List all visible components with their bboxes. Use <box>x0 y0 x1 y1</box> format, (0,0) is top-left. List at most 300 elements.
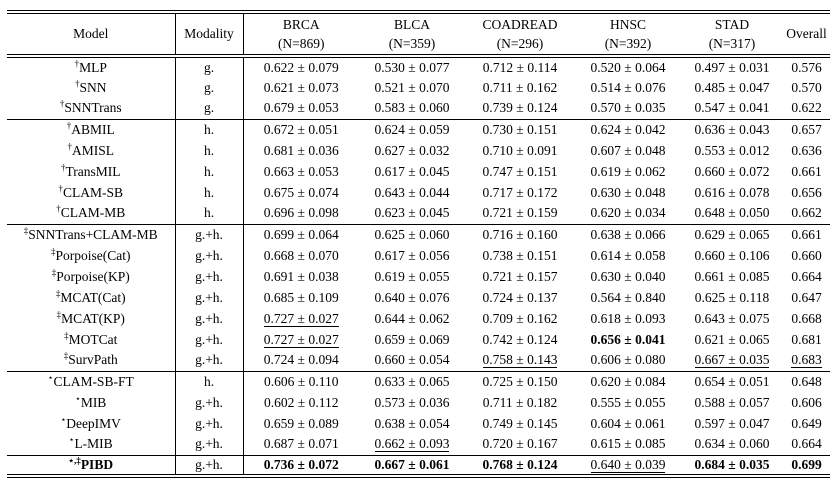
score-value: 0.521 ± 0.070 <box>374 79 450 95</box>
model-name: MLP <box>79 59 107 75</box>
score-value: 0.614 ± 0.058 <box>590 247 666 263</box>
score-value: 0.721 ± 0.159 <box>482 205 558 221</box>
score-cell <box>465 56 575 77</box>
score-cell <box>681 434 783 455</box>
score-value: 0.604 ± 0.061 <box>590 415 666 431</box>
model-name: Porpoise(Cat) <box>55 247 131 263</box>
score-value: 0.597 ± 0.047 <box>694 415 770 431</box>
score-value: 0.643 ± 0.044 <box>374 184 450 200</box>
table-row <box>7 392 830 413</box>
score-cell <box>465 392 575 413</box>
score-value: 0.606 ± 0.080 <box>590 352 666 368</box>
table-row <box>7 119 830 140</box>
score-value: 0.617 ± 0.056 <box>374 247 450 263</box>
score-cell <box>681 56 783 77</box>
score-cell <box>243 140 359 161</box>
model-name: PIBD <box>80 456 114 472</box>
score-cell <box>783 119 830 140</box>
score-cell <box>783 161 830 182</box>
score-cell <box>465 203 575 224</box>
score-cell <box>681 266 783 287</box>
score-value: 0.643 ± 0.075 <box>694 310 770 326</box>
model-cell <box>7 119 175 140</box>
score-cell <box>243 77 359 98</box>
score-cell <box>681 161 783 182</box>
score-cell <box>681 287 783 308</box>
score-cell <box>359 371 465 392</box>
score-cell <box>359 413 465 434</box>
score-cell <box>783 77 830 98</box>
score-value: 0.699 <box>791 456 822 472</box>
score-cell <box>359 224 465 245</box>
score-value: 0.648 ± 0.050 <box>694 205 770 221</box>
score-value: 0.661 <box>791 163 822 179</box>
score-value: 0.647 <box>791 289 822 305</box>
score-value: 0.662 ± 0.093 <box>374 436 450 452</box>
model-cell <box>7 98 175 119</box>
score-value: 0.648 <box>791 373 822 389</box>
score-cell <box>681 245 783 266</box>
model-marker: ⋆ <box>68 434 75 445</box>
score-cell <box>359 455 465 476</box>
score-value: 0.576 <box>791 59 822 75</box>
score-cell <box>575 287 681 308</box>
modality-cell: h. <box>175 371 243 392</box>
score-value: 0.727 ± 0.027 <box>263 310 339 326</box>
model-cell <box>7 329 175 350</box>
model-name: CLAM-SB <box>62 184 123 200</box>
score-value: 0.661 ± 0.085 <box>694 268 770 284</box>
model-cell <box>7 287 175 308</box>
modality-cell: g.+h. <box>175 224 243 245</box>
score-cell <box>783 308 830 329</box>
score-value: 0.684 ± 0.035 <box>694 456 770 472</box>
model-marker: † <box>58 183 63 193</box>
score-cell <box>359 203 465 224</box>
score-value: 0.622 <box>791 100 822 116</box>
model-marker: ‡ <box>55 288 61 298</box>
table-row <box>7 161 830 182</box>
model-marker: † <box>74 58 80 68</box>
table-row <box>7 245 830 266</box>
score-cell <box>681 413 783 434</box>
modality-cell: g.+h. <box>175 287 243 308</box>
score-value: 0.553 ± 0.012 <box>694 142 770 158</box>
score-cell <box>359 77 465 98</box>
model-cell <box>7 434 175 455</box>
score-cell <box>575 224 681 245</box>
modality-cell: g. <box>175 98 243 119</box>
model-cell <box>7 77 175 98</box>
score-cell <box>681 77 783 98</box>
table-row <box>7 308 830 329</box>
score-value: 0.659 ± 0.069 <box>374 331 450 347</box>
score-cell <box>243 266 359 287</box>
score-cell <box>243 119 359 140</box>
column-header-sublabel: (N=392) <box>604 36 652 51</box>
model-marker: ⋆ <box>75 393 81 403</box>
score-value: 0.627 ± 0.032 <box>374 142 450 158</box>
score-value: 0.497 ± 0.031 <box>694 59 770 75</box>
score-cell <box>681 224 783 245</box>
score-value: 0.620 ± 0.034 <box>590 205 666 221</box>
model-cell <box>7 182 175 203</box>
score-cell <box>783 56 830 77</box>
score-value: 0.630 ± 0.040 <box>590 268 666 284</box>
score-cell <box>243 224 359 245</box>
score-value: 0.660 ± 0.106 <box>694 247 770 263</box>
score-value: 0.716 ± 0.160 <box>482 226 558 242</box>
score-cell <box>575 140 681 161</box>
score-cell <box>465 413 575 434</box>
score-value: 0.660 <box>791 247 822 263</box>
model-name: AMISL <box>71 142 114 158</box>
modality-cell: g. <box>175 56 243 77</box>
score-value: 0.663 ± 0.053 <box>263 163 339 179</box>
score-cell <box>783 392 830 413</box>
model-cell <box>7 266 175 287</box>
score-value: 0.681 ± 0.036 <box>263 142 339 158</box>
score-cell <box>575 56 681 77</box>
score-cell <box>783 98 830 119</box>
model-name: TransMIL <box>65 163 121 179</box>
model-cell <box>7 56 175 77</box>
score-value: 0.725 ± 0.150 <box>482 373 558 389</box>
score-value: 0.662 <box>791 205 822 221</box>
model-cell <box>7 203 175 224</box>
score-cell <box>783 203 830 224</box>
score-cell <box>465 224 575 245</box>
score-cell <box>243 371 359 392</box>
modality-cell: g.+h. <box>175 329 243 350</box>
score-value: 0.621 ± 0.065 <box>694 331 770 347</box>
score-value: 0.638 ± 0.054 <box>374 415 450 431</box>
score-cell <box>783 350 830 371</box>
score-cell <box>783 140 830 161</box>
score-value: 0.683 <box>791 352 822 368</box>
score-value: 0.624 ± 0.059 <box>374 121 450 137</box>
score-value: 0.618 ± 0.093 <box>590 310 666 326</box>
score-value: 0.634 ± 0.060 <box>694 436 770 452</box>
model-cell <box>7 161 175 182</box>
column-header-label: HNSC <box>609 17 646 32</box>
score-value: 0.616 ± 0.078 <box>694 184 770 200</box>
score-cell <box>681 308 783 329</box>
score-cell <box>783 245 830 266</box>
score-cell <box>783 455 830 476</box>
score-value: 0.664 <box>791 268 822 284</box>
score-cell <box>783 182 830 203</box>
score-cell <box>783 224 830 245</box>
score-value: 0.724 ± 0.094 <box>263 352 339 368</box>
score-value: 0.709 ± 0.162 <box>482 310 558 326</box>
score-value: 0.625 ± 0.118 <box>694 289 770 305</box>
model-name: MCAT(Cat) <box>60 289 126 305</box>
column-header-modality <box>175 12 243 56</box>
score-value: 0.619 ± 0.055 <box>374 268 450 284</box>
score-value: 0.638 ± 0.066 <box>590 226 666 242</box>
model-marker: † <box>66 120 72 131</box>
modality-cell: h. <box>175 140 243 161</box>
score-cell <box>575 350 681 371</box>
model-marker: ‡ <box>56 309 62 319</box>
column-header-sublabel: (N=359) <box>388 36 436 51</box>
score-value: 0.749 ± 0.145 <box>482 415 558 431</box>
score-cell <box>783 371 830 392</box>
model-cell <box>7 350 175 371</box>
score-value: 0.636 <box>791 142 822 158</box>
score-value: 0.607 ± 0.048 <box>590 142 666 158</box>
model-name: CLAM-SB-FT <box>53 373 134 389</box>
score-value: 0.555 ± 0.055 <box>590 394 666 410</box>
score-cell <box>359 56 465 77</box>
model-marker: ⋆,‡ <box>68 455 81 466</box>
column-header-blca <box>359 12 465 56</box>
score-cell <box>575 203 681 224</box>
score-value: 0.717 ± 0.172 <box>482 184 558 200</box>
modality-cell: h. <box>175 203 243 224</box>
score-cell <box>681 455 783 476</box>
score-cell <box>243 161 359 182</box>
modality-cell: g.+h. <box>175 266 243 287</box>
score-cell <box>359 350 465 371</box>
score-cell <box>575 266 681 287</box>
score-value: 0.711 ± 0.182 <box>482 394 558 410</box>
score-cell <box>359 119 465 140</box>
score-cell <box>243 350 359 371</box>
model-cell <box>7 371 175 392</box>
score-value: 0.720 ± 0.167 <box>482 436 558 452</box>
model-marker: ‡ <box>64 330 69 340</box>
modality-cell: g.+h. <box>175 434 243 455</box>
model-marker: ⋆ <box>47 372 54 383</box>
score-cell <box>575 119 681 140</box>
score-value: 0.621 ± 0.073 <box>263 79 339 95</box>
model-marker: † <box>67 141 72 151</box>
score-value: 0.696 ± 0.098 <box>263 205 339 221</box>
table-row <box>7 140 830 161</box>
model-cell <box>7 308 175 329</box>
score-cell <box>359 245 465 266</box>
score-value: 0.629 ± 0.065 <box>694 226 770 242</box>
score-cell <box>465 308 575 329</box>
score-value: 0.664 <box>791 436 822 452</box>
model-marker: † <box>74 78 80 88</box>
score-cell <box>681 203 783 224</box>
score-cell <box>359 287 465 308</box>
score-cell <box>243 182 359 203</box>
score-cell <box>465 455 575 476</box>
score-value: 0.667 ± 0.035 <box>694 352 770 368</box>
score-cell <box>681 140 783 161</box>
modality-cell: g.+h. <box>175 413 243 434</box>
score-cell <box>681 182 783 203</box>
column-header-brca <box>243 12 359 56</box>
score-value: 0.583 ± 0.060 <box>374 100 450 116</box>
score-cell <box>575 455 681 476</box>
score-cell <box>465 371 575 392</box>
modality-cell: h. <box>175 119 243 140</box>
score-cell <box>783 287 830 308</box>
score-value: 0.659 ± 0.089 <box>263 415 339 431</box>
score-cell <box>359 98 465 119</box>
score-cell <box>243 329 359 350</box>
model-cell <box>7 413 175 434</box>
column-header-model <box>7 12 175 56</box>
score-value: 0.617 ± 0.045 <box>374 163 450 179</box>
model-name: SNN <box>79 79 107 95</box>
modality-cell: g.+h. <box>175 245 243 266</box>
table-row <box>7 350 830 371</box>
model-name: MOTCat <box>68 331 118 347</box>
table-row <box>7 371 830 392</box>
model-marker: † <box>60 162 66 172</box>
score-cell <box>359 140 465 161</box>
score-cell <box>465 287 575 308</box>
score-value: 0.570 ± 0.035 <box>590 100 666 116</box>
table-row <box>7 203 830 224</box>
model-name: Porpoise(KP) <box>56 268 130 284</box>
score-value: 0.615 ± 0.085 <box>590 436 666 452</box>
score-cell <box>575 371 681 392</box>
model-cell <box>7 455 175 476</box>
table-row <box>7 455 830 476</box>
results-table-container <box>7 10 830 478</box>
table-row <box>7 266 830 287</box>
score-value: 0.747 ± 0.151 <box>482 163 558 179</box>
model-marker: ‡ <box>63 350 69 361</box>
table-row <box>7 77 830 98</box>
score-value: 0.730 ± 0.151 <box>482 121 558 137</box>
table-row <box>7 413 830 434</box>
score-value: 0.624 ± 0.042 <box>590 121 666 137</box>
score-value: 0.640 ± 0.039 <box>590 456 666 472</box>
score-value: 0.654 ± 0.051 <box>694 373 770 389</box>
column-header-label: STAD <box>714 17 750 32</box>
score-cell <box>783 413 830 434</box>
model-name: CLAM-MB <box>60 205 126 221</box>
model-name: MIB <box>80 394 107 410</box>
score-cell <box>243 434 359 455</box>
score-value: 0.721 ± 0.157 <box>482 268 558 284</box>
score-value: 0.679 ± 0.053 <box>263 100 339 116</box>
score-cell <box>575 413 681 434</box>
column-header-label: COADREAD <box>482 17 558 32</box>
model-cell <box>7 245 175 266</box>
model-name: MCAT(KP) <box>61 310 125 326</box>
column-header-stad <box>681 12 783 56</box>
modality-cell: g. <box>175 77 243 98</box>
score-value: 0.656 ± 0.041 <box>590 331 666 347</box>
score-cell <box>575 392 681 413</box>
model-marker: ⋆ <box>60 414 67 424</box>
score-value: 0.606 ± 0.110 <box>264 373 339 389</box>
score-cell <box>465 350 575 371</box>
column-header-label: Modality <box>184 26 234 41</box>
score-cell <box>243 245 359 266</box>
table-row <box>7 434 830 455</box>
score-value: 0.672 ± 0.051 <box>263 121 339 137</box>
modality-cell: g.+h. <box>175 308 243 329</box>
model-name: SurvPath <box>68 352 118 368</box>
score-value: 0.727 ± 0.027 <box>263 331 339 347</box>
score-value: 0.622 ± 0.079 <box>263 59 339 75</box>
score-cell <box>465 98 575 119</box>
model-cell <box>7 392 175 413</box>
score-cell <box>243 56 359 77</box>
score-cell <box>465 77 575 98</box>
column-header-hnsc <box>575 12 681 56</box>
score-cell <box>359 308 465 329</box>
score-cell <box>575 434 681 455</box>
score-value: 0.520 ± 0.064 <box>590 59 666 75</box>
score-value: 0.573 ± 0.036 <box>374 394 450 410</box>
score-value: 0.633 ± 0.065 <box>374 373 450 389</box>
score-cell <box>465 119 575 140</box>
score-cell <box>465 329 575 350</box>
score-value: 0.640 ± 0.076 <box>374 289 450 305</box>
score-cell <box>359 392 465 413</box>
score-cell <box>575 245 681 266</box>
score-cell <box>783 266 830 287</box>
model-marker: † <box>56 203 61 214</box>
model-cell <box>7 140 175 161</box>
score-value: 0.530 ± 0.077 <box>374 59 450 75</box>
score-value: 0.660 ± 0.054 <box>374 352 450 368</box>
column-header-sublabel: (N=296) <box>496 36 544 51</box>
model-cell <box>7 224 175 245</box>
score-value: 0.724 ± 0.137 <box>482 289 558 305</box>
model-name: SNNTrans <box>64 100 122 116</box>
score-cell <box>465 434 575 455</box>
score-value: 0.620 ± 0.084 <box>590 373 666 389</box>
score-cell <box>243 392 359 413</box>
score-cell <box>243 308 359 329</box>
table-row <box>7 329 830 350</box>
score-value: 0.657 <box>791 121 822 137</box>
score-cell <box>681 98 783 119</box>
column-header-sublabel: (N=869) <box>277 36 325 51</box>
score-cell <box>783 329 830 350</box>
results-table <box>7 10 830 478</box>
model-name: DeepIMV <box>66 415 121 431</box>
score-value: 0.710 ± 0.091 <box>482 142 558 158</box>
score-value: 0.668 <box>791 310 822 326</box>
score-cell <box>575 161 681 182</box>
score-value: 0.570 <box>791 79 822 95</box>
model-marker: † <box>59 98 65 109</box>
score-value: 0.739 ± 0.124 <box>482 100 558 116</box>
score-cell <box>465 182 575 203</box>
score-cell <box>359 182 465 203</box>
score-value: 0.588 ± 0.057 <box>694 394 770 410</box>
score-cell <box>243 413 359 434</box>
score-value: 0.668 ± 0.070 <box>263 247 339 263</box>
modality-cell: g.+h. <box>175 350 243 371</box>
score-value: 0.711 ± 0.162 <box>482 79 558 95</box>
score-cell <box>681 119 783 140</box>
score-value: 0.649 <box>791 415 822 431</box>
score-cell <box>359 266 465 287</box>
score-cell <box>681 329 783 350</box>
table-row <box>7 287 830 308</box>
score-cell <box>681 371 783 392</box>
score-value: 0.681 <box>791 331 822 347</box>
score-cell <box>465 140 575 161</box>
score-value: 0.656 <box>791 184 822 200</box>
score-value: 0.675 ± 0.074 <box>263 184 339 200</box>
score-value: 0.630 ± 0.048 <box>590 184 666 200</box>
